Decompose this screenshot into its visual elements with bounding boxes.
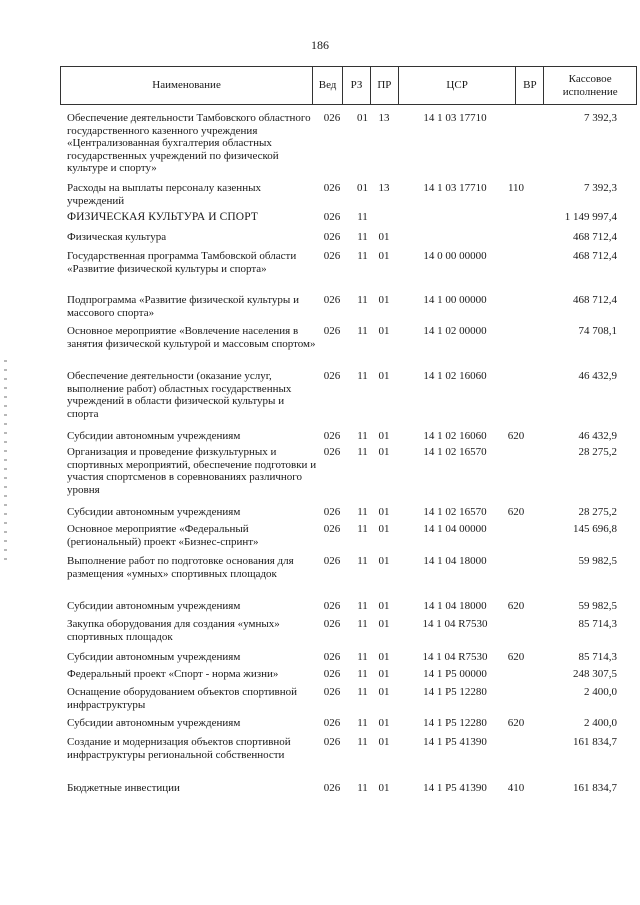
row-name: Субсидии автономным учреждениям <box>67 430 241 442</box>
row-rz: 11 <box>357 782 368 794</box>
row-name: Выполнение работ по подготовке основания для размещения «умных» спортивных площадок <box>67 555 294 580</box>
row-ved: 026 <box>323 231 341 243</box>
row-ved: 026 <box>323 182 341 194</box>
row-amount: 468 712,4 <box>573 294 617 306</box>
row-csr: 14 1 04 18000 <box>423 555 487 567</box>
row-name: Субсидии автономным учреждениям <box>67 651 241 663</box>
row-pr: 01 <box>378 523 390 535</box>
row-csr: 14 1 P5 41390 <box>423 782 487 794</box>
row-ved: 026 <box>323 506 341 518</box>
row-pr: 01 <box>378 600 390 612</box>
row-pr: 01 <box>378 506 390 518</box>
row-vr: 620 <box>507 651 525 663</box>
row-ved: 026 <box>323 555 341 567</box>
row-csr: 14 1 P5 00000 <box>423 668 487 680</box>
row-vr: 620 <box>507 600 525 612</box>
row-csr: 14 1 03 17710 <box>423 182 487 194</box>
row-amount: 2 400,0 <box>584 686 617 698</box>
row-name: Физическая культура <box>67 231 167 243</box>
row-rz: 11 <box>357 446 368 458</box>
row-name: Организация и проведение физкультурных и спортивных мероприятий, обеспечение подготовки и участия спортсменов в соревнованиях различного уровня <box>67 446 317 496</box>
row-rz: 11 <box>357 651 368 663</box>
row-name: Субсидии автономным учреждениям <box>67 717 241 729</box>
row-csr: 14 1 04 R7530 <box>422 651 488 663</box>
row-ved: 026 <box>323 430 341 442</box>
row-name: Основное мероприятие «Федеральный (региональный) проект «Бизнес-спринт» <box>67 523 259 548</box>
row-name: Подпрограмма «Развитие физической культуры и массового спорта» <box>67 294 299 319</box>
row-amount: 28 275,2 <box>578 446 617 458</box>
row-ved: 026 <box>323 618 341 630</box>
row-rz: 01 <box>357 112 368 124</box>
row-pr: 01 <box>378 686 390 698</box>
row-pr: 01 <box>378 250 390 262</box>
row-csr: 14 1 P5 12280 <box>423 717 487 729</box>
row-amount: 145 696,8 <box>573 523 617 535</box>
row-amount: 46 432,9 <box>578 430 617 442</box>
row-pr: 13 <box>378 112 390 124</box>
row-pr: 01 <box>378 430 390 442</box>
row-ved: 026 <box>323 686 341 698</box>
row-name: Субсидии автономным учреждениям <box>67 600 241 612</box>
row-pr: 13 <box>378 182 390 194</box>
row-name: Федеральный проект «Спорт - норма жизни» <box>67 668 279 680</box>
row-name: Закупка оборудования для создания «умных» спортивных площадок <box>67 618 280 643</box>
page-number: 186 <box>311 38 329 52</box>
header-amount: Кассовое исполнение <box>562 72 618 98</box>
row-csr: 14 1 02 16060 <box>423 430 487 442</box>
row-rz: 11 <box>357 717 368 729</box>
row-amount: 468 712,4 <box>573 250 617 262</box>
row-csr: 14 0 00 00000 <box>423 250 487 262</box>
row-rz: 11 <box>357 618 368 630</box>
header-csr: ЦСР <box>399 67 517 104</box>
row-csr: 14 1 00 00000 <box>423 294 487 306</box>
row-ved: 026 <box>323 211 341 223</box>
row-ved: 026 <box>323 736 341 748</box>
row-amount: 28 275,2 <box>578 506 617 518</box>
row-csr: 14 1 04 18000 <box>423 600 487 612</box>
row-amount: 468 712,4 <box>573 231 617 243</box>
row-pr: 01 <box>378 325 390 337</box>
row-ved: 026 <box>323 717 341 729</box>
row-csr: 14 1 03 17710 <box>423 112 487 124</box>
header-name: Наименование <box>61 67 313 104</box>
row-amount: 46 432,9 <box>578 370 617 382</box>
row-ved: 026 <box>323 782 341 794</box>
row-amount: 1 149 997,4 <box>564 211 617 223</box>
row-ved: 026 <box>323 446 341 458</box>
row-csr: 14 1 02 00000 <box>423 325 487 337</box>
row-csr: 14 1 02 16570 <box>423 506 487 518</box>
row-ved: 026 <box>323 651 341 663</box>
row-vr: 620 <box>507 430 525 442</box>
row-ved: 026 <box>323 668 341 680</box>
row-rz: 11 <box>357 686 368 698</box>
row-rz: 11 <box>357 523 368 535</box>
row-amount: 161 834,7 <box>573 736 617 748</box>
row-pr: 01 <box>378 555 390 567</box>
row-rz: 11 <box>357 370 368 382</box>
row-amount: 7 392,3 <box>584 182 617 194</box>
row-name: Оснащение оборудованием объектов спортивной инфраструктуры <box>67 686 297 711</box>
header-rz: РЗ <box>343 67 371 104</box>
row-name: Обеспечение деятельности (оказание услуг, выполнение работ) областных государственных учреждений в области физической культуры и спорта <box>67 370 292 420</box>
row-ved: 026 <box>323 325 341 337</box>
row-ved: 026 <box>323 523 341 535</box>
row-amount: 2 400,0 <box>584 717 617 729</box>
header-ved: Вед <box>313 67 343 104</box>
row-csr: 14 1 02 16570 <box>423 446 487 458</box>
row-rz: 11 <box>357 250 368 262</box>
row-rz: 01 <box>357 182 368 194</box>
row-rz: 11 <box>357 211 368 223</box>
row-amount: 59 982,5 <box>578 555 617 567</box>
row-ved: 026 <box>323 250 341 262</box>
row-pr: 01 <box>378 446 390 458</box>
row-amount: 85 714,3 <box>578 618 617 630</box>
row-csr: 14 1 P5 41390 <box>423 736 487 748</box>
row-rz: 11 <box>357 294 368 306</box>
row-rz: 11 <box>357 325 368 337</box>
row-pr: 01 <box>378 651 390 663</box>
header-pr: ПР <box>371 67 399 104</box>
row-pr: 01 <box>378 736 390 748</box>
row-pr: 01 <box>378 668 390 680</box>
row-csr: 14 1 04 R7530 <box>422 618 488 630</box>
row-rz: 11 <box>357 430 368 442</box>
row-pr: 01 <box>378 294 390 306</box>
row-pr: 01 <box>378 782 390 794</box>
row-name: Бюджетные инвестиции <box>67 782 180 794</box>
row-ved: 026 <box>323 112 341 124</box>
row-name: Основное мероприятие «Вовлечение населения в занятия физической культурой и массовым спортом» <box>67 325 316 350</box>
row-name: Субсидии автономным учреждениям <box>67 506 241 518</box>
row-ved: 026 <box>323 370 341 382</box>
row-vr: 620 <box>507 717 525 729</box>
row-csr: 14 1 P5 12280 <box>423 686 487 698</box>
row-amount: 85 714,3 <box>578 651 617 663</box>
row-amount: 74 708,1 <box>578 325 617 337</box>
row-name: ФИЗИЧЕСКАЯ КУЛЬТУРА И СПОРТ <box>67 211 258 223</box>
row-vr: 620 <box>507 506 525 518</box>
row-pr: 01 <box>378 231 390 243</box>
row-ved: 026 <box>323 600 341 612</box>
row-csr: 14 1 04 00000 <box>423 523 487 535</box>
row-rz: 11 <box>357 506 368 518</box>
row-name: Государственная программа Тамбовской области «Развитие физической культуры и спорта» <box>67 250 297 275</box>
row-name: Создание и модернизация объектов спортивной инфраструктуры региональной собственности <box>67 736 291 761</box>
row-amount: 161 834,7 <box>573 782 617 794</box>
row-rz: 11 <box>357 555 368 567</box>
row-pr: 01 <box>378 717 390 729</box>
row-amount: 59 982,5 <box>578 600 617 612</box>
row-rz: 11 <box>357 600 368 612</box>
row-amount: 7 392,3 <box>584 112 617 124</box>
row-rz: 11 <box>357 736 368 748</box>
row-name: Обеспечение деятельности Тамбовского областного государственного казенного учреждения «Централизованная бухгалтерия областных государственных учреждений по физической культуре и спорту» <box>67 112 311 175</box>
header-vr: ВР <box>516 67 544 104</box>
row-amount: 248 307,5 <box>573 668 617 680</box>
row-name: Расходы на выплаты персоналу казенных учреждений <box>67 182 261 207</box>
row-rz: 11 <box>357 668 368 680</box>
row-pr: 01 <box>378 618 390 630</box>
row-pr: 01 <box>378 370 390 382</box>
row-vr: 110 <box>507 182 525 194</box>
row-ved: 026 <box>323 294 341 306</box>
row-rz: 11 <box>357 231 368 243</box>
row-vr: 410 <box>507 782 525 794</box>
row-csr: 14 1 02 16060 <box>423 370 487 382</box>
